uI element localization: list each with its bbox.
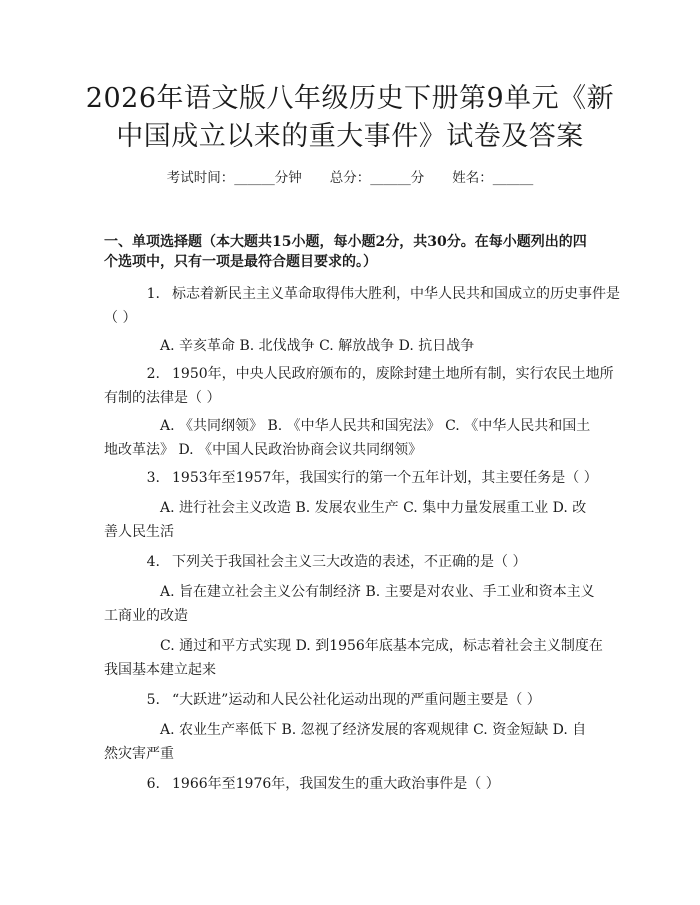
score-blank: ______分 xyxy=(370,170,425,186)
options-line: A. 进行社会主义改造 B. 发展农业生产 C. 集中力量发展重工业 D. 改 xyxy=(160,500,587,516)
exam-title xyxy=(60,80,640,156)
section-heading xyxy=(104,232,604,272)
question-number: 6. xyxy=(146,776,160,792)
question-6-stem xyxy=(104,772,600,796)
question-5-stem xyxy=(104,688,600,712)
question-text: 1950年，中央人民政府颁布的，废除封建土地所有制，实行农民土地所 xyxy=(172,366,614,382)
exam-title-line-2: 中国成立以来的重大事件》试卷及答案 xyxy=(116,121,584,152)
options-line: A. 农业生产率低下 B. 忽视了经济发展的客观规律 C. 资金短缺 D. 自 xyxy=(160,722,587,738)
options-line-cont: 我国基本建立起来 xyxy=(104,662,216,678)
section-heading-line-1: 一、单项选择题（本大题共15小题，每小题2分，共30分。在每小题列出的四 xyxy=(104,234,587,250)
question-number: 4. xyxy=(146,554,160,570)
score-label: 总分： xyxy=(329,170,371,186)
options-line-cont: 善人民生活 xyxy=(104,524,174,540)
exam-meta xyxy=(0,168,700,188)
question-text: 1966年至1976年，我国发生的重大政治事件是（ ） xyxy=(172,776,500,792)
options-line: A. 辛亥革命 B. 北伐战争 C. 解放战争 D. 抗日战争 xyxy=(160,338,475,354)
question-number: 1. xyxy=(146,286,160,302)
question-text-cont: （ ） xyxy=(104,310,137,326)
question-4-stem xyxy=(104,550,600,574)
question-5-options xyxy=(104,718,600,766)
question-3-options xyxy=(104,496,600,544)
time-blank: ______分钟 xyxy=(234,170,302,186)
question-2-stem xyxy=(104,362,614,410)
question-text-cont: 有制的法律是（ ） xyxy=(104,390,221,406)
time-label: 考试时间： xyxy=(166,170,235,186)
question-number: 3. xyxy=(146,470,160,486)
question-1-stem xyxy=(104,282,620,330)
options-line-cont: 地改革法》 D. 《中国人民政治协商会议共同纲领》 xyxy=(104,442,423,458)
name-blank: ______ xyxy=(492,170,534,186)
question-2-options xyxy=(104,414,600,462)
question-3-stem xyxy=(104,466,600,490)
options-line-cont: 工商业的改造 xyxy=(104,608,188,624)
question-4-options-cd xyxy=(104,634,603,682)
question-number: 2. xyxy=(146,366,160,382)
question-1-options xyxy=(104,334,600,358)
options-line: A. 《共同纲领》 B. 《中华人民共和国宪法》 C. 《中华人民共和国土 xyxy=(160,418,591,434)
question-4-options-ab xyxy=(104,580,600,628)
section-heading-line-2: 个选项中，只有一项是最符合题目要求的。） xyxy=(104,254,377,270)
question-text: 1953年至1957年，我国实行的第一个五年计划，其主要任务是（ ） xyxy=(172,470,598,486)
name-label: 姓名： xyxy=(452,170,493,186)
question-number: 5. xyxy=(146,692,160,708)
options-line-cont: 然灾害严重 xyxy=(104,746,174,762)
question-text: “大跃进”运动和人民公社化运动出现的严重问题主要是（ ） xyxy=(172,692,541,708)
question-text: 下列关于我国社会主义三大改造的表述，不正确的是（ ） xyxy=(172,554,527,570)
question-text: 标志着新民主主义革命取得伟大胜利，中华人民共和国成立的历史事件是 xyxy=(172,286,620,302)
options-line: C. 通过和平方式实现 D. 到1956年底基本完成，标志着社会主义制度在 xyxy=(160,638,603,654)
options-line: A. 旨在建立社会主义公有制经济 B. 主要是对农业、手工业和资本主义 xyxy=(160,584,595,600)
exam-title-line-1: 2026年语文版八年级历史下册第9单元《新 xyxy=(85,83,615,114)
